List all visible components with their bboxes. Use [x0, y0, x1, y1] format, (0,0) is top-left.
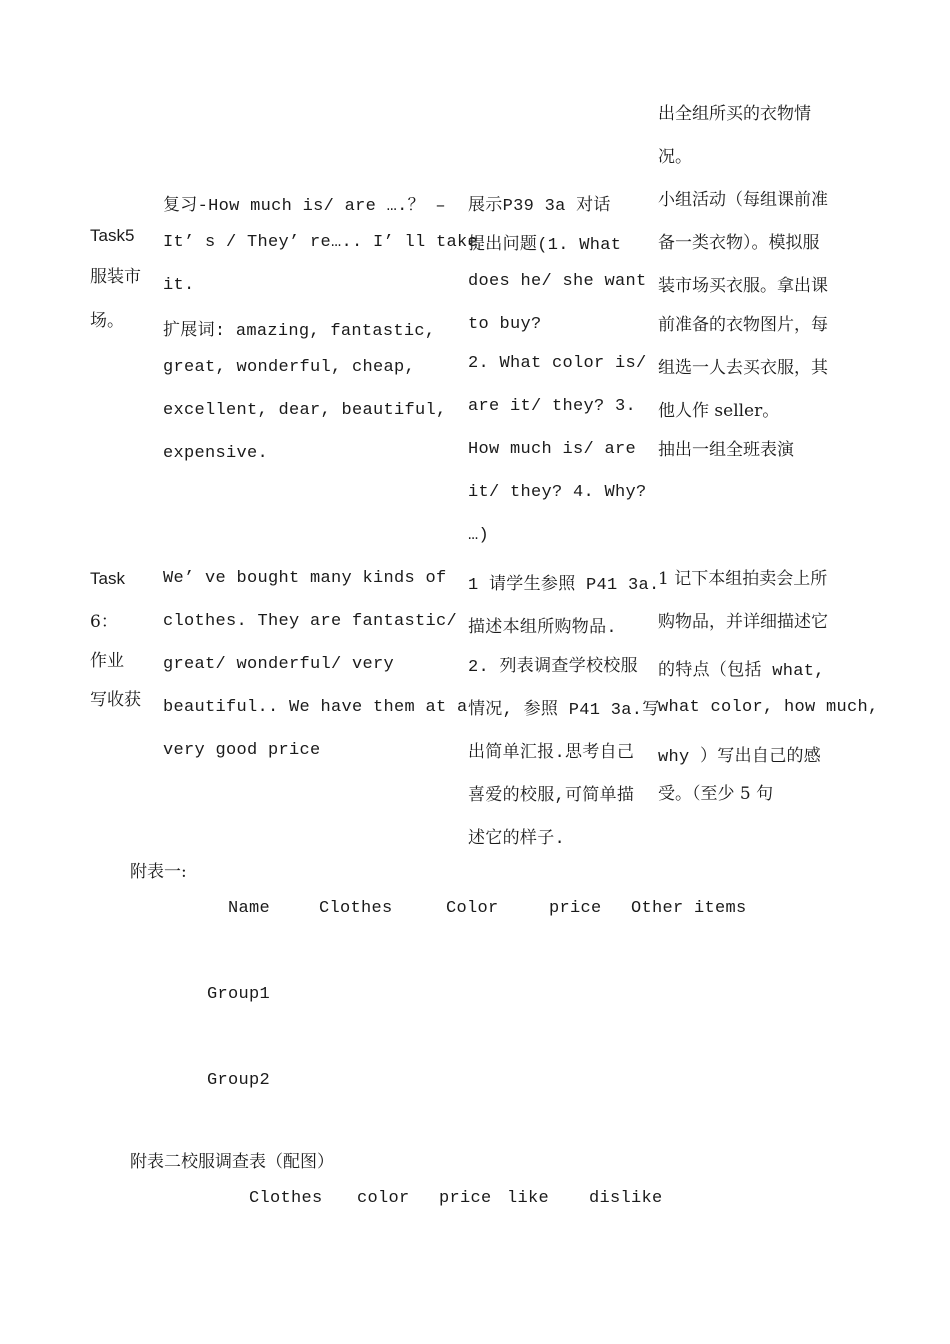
appendix1-row-group2: Group2 — [207, 1071, 271, 1090]
task5-student-line: 他人作 seller。 — [658, 401, 780, 421]
task5-label-line: 场。 — [90, 311, 124, 331]
task5-content-line: It’ s / They’ re….. I’ ll take — [163, 233, 479, 252]
task6-label-line: 写收获 — [90, 690, 141, 710]
task5-content-line: it. — [163, 276, 195, 295]
task6-content-line: very good price — [163, 741, 321, 760]
appendix1-header-price: price — [549, 899, 602, 918]
task6-content-line: clothes. They are fantastic/ — [163, 612, 458, 631]
task6-label-line: 6： — [90, 612, 118, 632]
appendix1-title: 附表一: — [130, 862, 187, 882]
task6-label-line: Task — [90, 569, 125, 588]
appendix1-header-color: Color — [446, 899, 499, 918]
task5-teacher-line: …) — [468, 526, 490, 545]
task6-content-line: We’ ve bought many kinds of — [163, 569, 447, 588]
task5-content-line: expensive. — [163, 444, 269, 463]
task6-student-line: 受。（至少 5 句 — [658, 784, 774, 804]
task6-student-line: why ）写出自己的感 — [658, 748, 822, 767]
task6-teacher-line: 情况, 参照 P41 3a.写 — [468, 701, 660, 720]
task5-teacher-line: does he/ she want — [468, 272, 647, 291]
task5-teacher-line: it/ they? 4. Why? — [468, 483, 647, 502]
task5-label-line: 服装市 — [90, 267, 141, 287]
task5-content-line: 扩展词: amazing, fantastic, — [163, 322, 436, 341]
appendix2-title: 附表二校服调查表（配图） — [130, 1152, 334, 1172]
task6-teacher-line: 2. 列表调查学校校服 — [468, 658, 638, 677]
task5-teacher-line: to buy? — [468, 315, 542, 334]
task6-student-line: 的特点（包括 what, — [658, 662, 825, 681]
task5-teacher-line: How much is/ are — [468, 440, 637, 459]
task5-teacher-line: 2. What color is/ — [468, 354, 647, 373]
task5-student-line: 小组活动（每组课前准 — [658, 190, 828, 210]
task6-teacher-line: 1 请学生参照 P41 3a. — [468, 576, 660, 595]
task5-teacher-line: 展示P39 3a 对话 — [468, 197, 611, 216]
task5-label-line: Task5 — [90, 226, 135, 245]
appendix1-header-other-items: Other items — [631, 899, 747, 918]
task5-student-line: 备一类衣物）。模拟服 — [658, 233, 820, 253]
continued-text-line-2: 况。 — [658, 147, 692, 167]
task5-student-line: 抽出一组全班表演 — [658, 440, 794, 460]
appendix2-header-dislike: dislike — [589, 1189, 663, 1208]
task6-label-line: 作业 — [90, 651, 124, 671]
task5-teacher-line: are it/ they? 3. — [468, 397, 637, 416]
task5-student-line: 前准备的衣物图片，每 — [658, 315, 828, 335]
continued-text-line-1: 出全组所买的衣物情 — [658, 104, 811, 124]
task5-content-line: great, wonderful, cheap, — [163, 358, 416, 377]
task6-content-line: great/ wonderful/ very — [163, 655, 395, 674]
task6-teacher-line: 喜爱的校服,可简单描 — [468, 787, 635, 806]
appendix1-header-name: Name — [228, 899, 271, 918]
task5-student-line: 组选一人去买衣服，其 — [658, 358, 828, 378]
task5-content-line: 复习-How much is/ are ….？ – — [163, 197, 446, 216]
appendix1-header-clothes: Clothes — [319, 899, 393, 918]
appendix1-row-group1: Group1 — [207, 985, 271, 1004]
task6-teacher-line: 出简单汇报.思考自己 — [468, 744, 635, 763]
appendix2-header-price: price — [439, 1189, 492, 1208]
task6-student-line: what color, how much, — [658, 698, 879, 717]
task5-content-line: excellent, dear, beautiful, — [163, 401, 447, 420]
task6-content-line: beautiful.. We have them at a — [163, 698, 468, 717]
task6-student-line: 购物品，并详细描述它 — [658, 612, 828, 632]
appendix2-header-like: like — [507, 1189, 550, 1208]
appendix2-header-clothes: Clothes — [249, 1189, 323, 1208]
appendix2-header-color: color — [357, 1189, 410, 1208]
task6-student-line: 1 记下本组拍卖会上所 — [658, 569, 828, 589]
task5-student-line: 装市场买衣服。拿出课 — [658, 276, 828, 296]
task5-teacher-line: 提出问题(1. What — [468, 236, 622, 255]
task6-teacher-line: 描述本组所购物品. — [468, 619, 617, 638]
task6-teacher-line: 述它的样子. — [468, 830, 566, 849]
